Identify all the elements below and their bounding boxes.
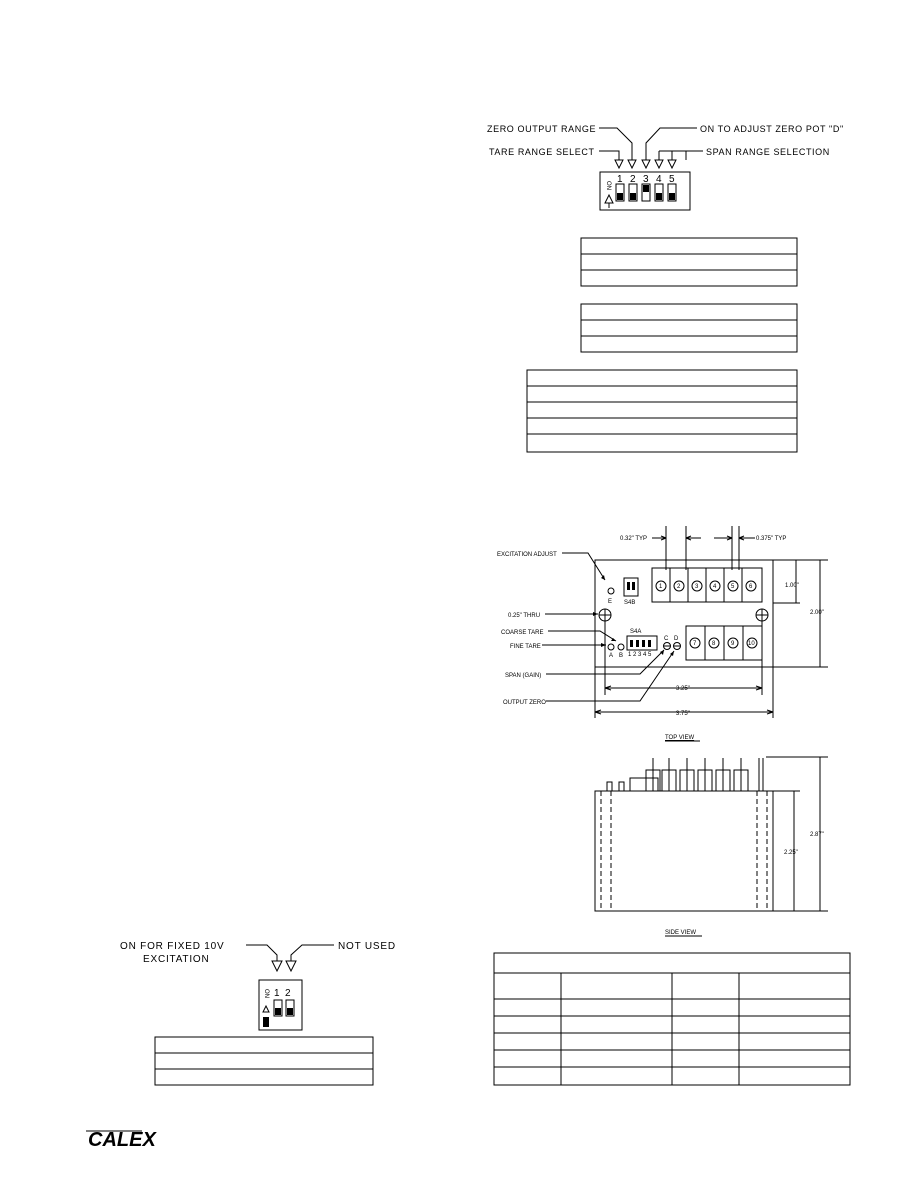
excitation-switch-pos-2: 2 (285, 988, 292, 999)
terminals-bottom (690, 626, 757, 660)
callout-fine-tare: FINE TARE (510, 644, 541, 650)
terminals-top (656, 568, 756, 602)
dim-hole-spacing: 3.25" (676, 686, 690, 692)
label-s4a: S4A (630, 629, 642, 635)
module-outline-top (595, 560, 773, 667)
label-s4a-positions: 1 2 3 4 5 (628, 652, 652, 658)
callout-span-gain: SPAN (GAIN) (505, 673, 542, 679)
dip-switch-main (487, 124, 844, 210)
label-s4b: S4B (624, 600, 636, 606)
label-span-range-selection: SPAN RANGE SELECTION (706, 147, 830, 157)
dim-terminal-offset: 0.375" TYP (756, 536, 787, 542)
switch-pos-2: 2 (630, 174, 637, 185)
label-fixed-excitation-line1: ON FOR FIXED 10V (120, 941, 225, 952)
table-2 (581, 304, 797, 352)
leader-span-range-selection (659, 151, 703, 160)
pot-a-icon (608, 644, 614, 650)
label-pot-e: E (608, 599, 613, 605)
side-terminals (646, 758, 763, 791)
label-zero-output-range: ZERO OUTPUT RANGE (487, 124, 597, 134)
switch-pos-4: 4 (656, 174, 663, 185)
terminal-8: 8 (712, 641, 716, 647)
pot-b-icon (618, 644, 624, 650)
terminal-4: 4 (713, 584, 717, 590)
dip-switch-excitation (120, 941, 396, 1030)
terminal-10: 10 (748, 641, 755, 647)
table-1 (581, 238, 797, 286)
dim-top-row-height: 1.00" (785, 583, 799, 589)
logo-text: CALEX (88, 1129, 156, 1151)
on-arrow-icon-excitation (263, 1006, 269, 1012)
terminal-9: 9 (731, 641, 735, 647)
module-outline-side (595, 791, 773, 911)
callout-coarse-tare: COARSE TARE (501, 630, 544, 636)
terminal-7: 7 (693, 641, 697, 647)
leader-fixed-excitation (246, 945, 277, 961)
callout-output-zero: OUTPUT ZERO (503, 700, 546, 706)
table-5 (155, 1037, 373, 1085)
leader-tare-range-select (599, 151, 619, 160)
label-tare-range-select: TARE RANGE SELECT (489, 147, 595, 157)
terminal-5: 5 (731, 584, 735, 590)
label-pot-c: C (664, 636, 669, 642)
caption-side-view: SIDE VIEW (665, 930, 697, 936)
dim-terminal-pitch: 0.32" TYP (620, 536, 648, 542)
switch-toggles (616, 184, 676, 201)
pot-e-icon (608, 588, 614, 594)
side-view-drawing (595, 757, 828, 936)
arrow-triangles (615, 160, 676, 168)
on-arrow-icon (605, 195, 613, 203)
on-label: ON (605, 181, 611, 190)
terminal-1: 1 (659, 584, 663, 590)
table-4 (494, 953, 850, 1085)
label-not-used: NOT USED (338, 941, 396, 952)
label-adjust-zero-pot: ON TO ADJUST ZERO POT "D" (700, 124, 844, 134)
table-3 (527, 370, 797, 452)
mounting-hole-icon (599, 609, 768, 621)
excitation-switch-pos-1: 1 (274, 988, 281, 999)
switch-s4b (624, 578, 638, 596)
label-pot-d: D (674, 636, 679, 642)
label-fixed-excitation-line2: EXCITATION (143, 954, 210, 965)
switch-pos-5: 5 (669, 174, 676, 185)
dim-overall-width: 3.75" (676, 711, 690, 717)
on-label-excitation: ON (263, 989, 269, 998)
calex-logo (86, 1129, 157, 1151)
dim-overall-height: 2.00" (810, 610, 824, 616)
dim-body-height: 2.25" (784, 850, 798, 856)
label-pot-a: A (609, 653, 614, 659)
terminal-2: 2 (677, 584, 681, 590)
caption-top-view: TOP VIEW (665, 735, 695, 741)
callout-thru-hole: 0.25" THRU (508, 613, 541, 619)
dim-side-overall-height: 2.87" (810, 832, 824, 838)
top-view-drawing (497, 526, 828, 741)
terminal-block-top (652, 568, 762, 602)
terminal-3: 3 (695, 584, 699, 590)
switch-pos-3: 3 (643, 174, 650, 185)
switch-pos-1: 1 (617, 174, 624, 185)
terminal-6: 6 (749, 584, 753, 590)
leader-zero-output-range (599, 128, 632, 160)
label-pot-b: B (619, 653, 624, 659)
callout-excitation-adjust: EXCITATION ADJUST (497, 552, 557, 558)
leader-not-used (291, 945, 334, 961)
